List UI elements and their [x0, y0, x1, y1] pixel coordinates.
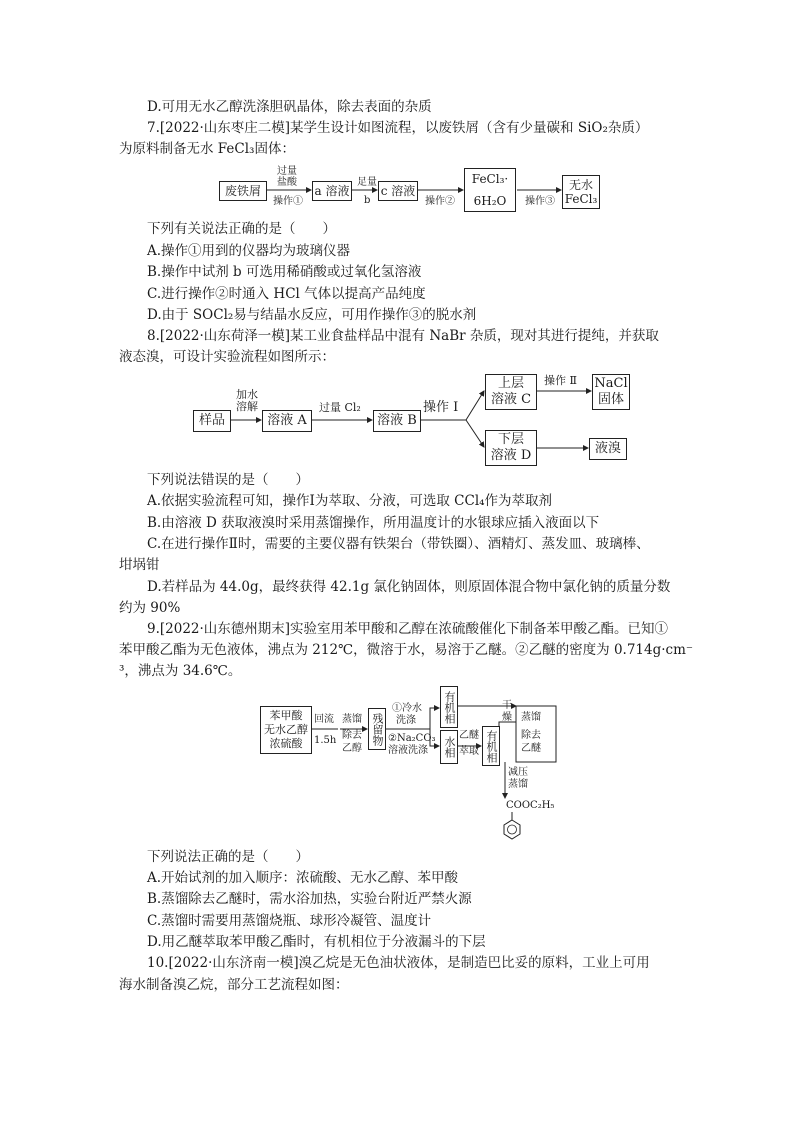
label-extract: 萃取 — [459, 746, 479, 757]
upper-layer-title: 上层 — [497, 376, 524, 391]
label-remove: 除去 — [342, 730, 362, 741]
benzene-ring-icon — [504, 820, 520, 839]
lower-layer-title: 下层 — [497, 432, 524, 447]
option-7b: B.操作中试剂 b 可选用稀硝酸或过氧化氢溶液 — [147, 264, 422, 280]
label-ether: 乙醚 — [459, 730, 479, 741]
label-ether-2: 乙醚 — [521, 743, 541, 754]
node-sample: 样品 — [193, 410, 231, 432]
question-8-stem: 8.[2022·山东荷泽一模]某工业食盐样品中混有 NaBr 杂质，现对其进行提纯，并获取 — [147, 328, 659, 344]
label-distill-2: 蒸馏 — [521, 712, 541, 723]
hydrate-bottom: 6H₂O — [473, 194, 507, 208]
label-op2: 操作② — [425, 196, 455, 207]
node-liquid-bromine: 液溴 — [589, 438, 627, 460]
label-time: 1.5h — [314, 735, 337, 746]
label-reflux: 回流 — [314, 714, 334, 725]
question-9-stem-cont: 苯甲酸乙酯为无色液体，沸点为 212℃，微溶于水，易溶于乙醚。②乙醚的密度为 0.714g·cm⁻ — [119, 642, 694, 658]
label-wash2-b: 溶液洗涤 — [388, 745, 428, 756]
label-wash2-a: ②Na₂CO₃ — [388, 733, 436, 744]
label-vacuum-distill: 蒸馏 — [508, 779, 528, 790]
question-10-stem: 10.[2022·山东济南一模]溴乙烷是无色油状液体，是制造巴比妥的原料，工业上可用 — [147, 955, 650, 971]
question-10-stem-cont: 海水制备溴乙烷，部分工艺流程如图： — [119, 977, 349, 993]
nacl-name: NaCl — [594, 376, 628, 391]
arrow-q9-merge — [499, 722, 516, 726]
question-9-prompt: 下列说法正确的是（ ） — [147, 849, 309, 865]
label-dry-1: 干 — [502, 700, 512, 711]
mix-benzoic-acid: 苯甲酸 — [269, 709, 303, 722]
label-dry-2: 燥 — [502, 712, 512, 723]
option-8c-cont: 坩埚钳 — [119, 557, 160, 573]
label-excess-cl2: 过量 Cl₂ — [319, 401, 361, 414]
node-residue: 残留物 — [368, 708, 386, 750]
option-8d: D.若样品为 44.0g，最终获得 42.1g 氯化钠固体，则原固体混合物中氯化钠的质量分数 — [147, 579, 671, 595]
upper-layer-solution: 溶液 C — [490, 392, 532, 407]
node-solution-c: c 溶液 — [378, 181, 418, 201]
anhydrous-top: 无水 — [568, 178, 593, 192]
question-8-prompt: 下列说法错误的是（ ） — [147, 472, 309, 488]
node-solution-a: a 溶液 — [312, 181, 352, 201]
hydrate-top: FeCl₃· — [471, 172, 509, 186]
label-op-1: 操作 Ⅰ — [423, 400, 459, 415]
label-distill: 蒸馏 — [342, 714, 362, 725]
node-scrap-iron: 废铁屑 — [219, 181, 267, 201]
label-op3: 操作③ — [525, 196, 555, 207]
option-d-q6: D.可用无水乙醇洗涤胆矾晶体，除去表面的杂质 — [147, 99, 432, 115]
node-solution-a: 溶液 A — [262, 410, 312, 432]
label-excess: 过量 — [277, 166, 297, 177]
node-aqueous-phase: 水相 — [440, 730, 458, 764]
label-hcl: 盐酸 — [277, 177, 297, 188]
node-final-flask — [516, 706, 556, 762]
option-8a: A.依据实验流程可知，操作Ⅰ为萃取、分液，可选取 CCl₄作为萃取剂 — [147, 493, 553, 509]
label-dissolve: 溶解 — [236, 400, 258, 413]
question-7-prompt: 下列有关说法正确的是（ ） — [147, 221, 336, 237]
question-7-stem-cont: 为原料制备无水 FeCl₃固体： — [119, 141, 295, 157]
label-add-water: 加水 — [236, 388, 258, 401]
label-ester-group: COOC₂H₅ — [506, 800, 555, 811]
benzene-circle — [508, 825, 517, 834]
mix-sulfuric-acid: 浓硫酸 — [269, 737, 303, 750]
option-8b: B.由溶液 D 获取液溴时采用蒸馏操作，所用温度计的水银球应插入液面以下 — [147, 515, 600, 531]
question-9-stem: 9.[2022·山东德州期末]实验室用苯甲酸和乙醇在浓硫酸催化下制备苯甲酸乙酯。已知① — [147, 621, 669, 637]
label-remove-2: 除去 — [521, 730, 541, 741]
label-ethanol: 乙醇 — [342, 743, 362, 754]
question-9-stem-cont2: ³，沸点为 34.6℃。 — [119, 663, 242, 679]
option-9a: A.开始试剂的加入顺序：浓硫酸、无水乙醇、苯甲酸 — [147, 870, 459, 886]
option-8c: C.在进行操作Ⅱ时，需要的主要仪器有铁架台（带铁圈）、酒精灯、蒸发皿、玻璃棒、 — [147, 536, 650, 552]
arrow-q8-branch-up — [466, 391, 484, 420]
option-7d: D.由于 SOCl₂易与结晶水反应，可用作操作③的脱水剂 — [147, 307, 477, 323]
label-op-2: 操作 Ⅱ — [544, 374, 577, 387]
node-organic-phase: 有机相 — [440, 686, 458, 728]
mix-ethanol: 无水乙醇 — [264, 723, 308, 736]
nacl-state: 固体 — [597, 392, 624, 407]
label-sufficient: 足量 — [357, 177, 377, 188]
option-9d: D.用乙醚萃取苯甲酸乙酯时，有机相位于分液漏斗的下层 — [147, 934, 486, 950]
question-7-stem: 7.[2022·山东枣庄二模]某学生设计如图流程，以废铁屑（含有少量碳和 SiO₂杂质） — [147, 120, 649, 136]
option-7a: A.操作①用到的仪器均为玻璃仪器 — [147, 243, 351, 259]
lower-layer-solution: 溶液 D — [490, 448, 532, 463]
option-9b: B.蒸馏除去乙醚时，需水浴加热，实验台附近严禁火源 — [147, 891, 472, 907]
anhydrous-bottom: FeCl₃ — [564, 192, 598, 206]
label-wash1-a: ①冷水 — [392, 703, 422, 714]
node-solution-b: 溶液 B — [373, 410, 421, 432]
label-wash1-b: 洗涤 — [396, 715, 416, 726]
node-organic-phase-2: 有机相 — [482, 726, 500, 766]
arrow-q8-branch-down — [466, 420, 484, 447]
label-reagent-b: b — [364, 195, 371, 206]
arrow-q9-organic — [430, 708, 439, 729]
option-8d-cont: 约为 90% — [119, 600, 181, 616]
question-8-stem-cont: 液态溴，可设计实验流程如图所示： — [119, 349, 335, 365]
label-vacuum: 减压 — [508, 767, 528, 778]
option-9c: C.蒸馏时需要用蒸馏烧瓶、球形冷凝管、温度计 — [147, 913, 432, 929]
label-op1: 操作① — [273, 196, 303, 207]
arrow-q9-aqueous — [430, 729, 439, 746]
option-7c: C.进行操作②时通入 HCl 气体以提高产品纯度 — [147, 286, 426, 302]
